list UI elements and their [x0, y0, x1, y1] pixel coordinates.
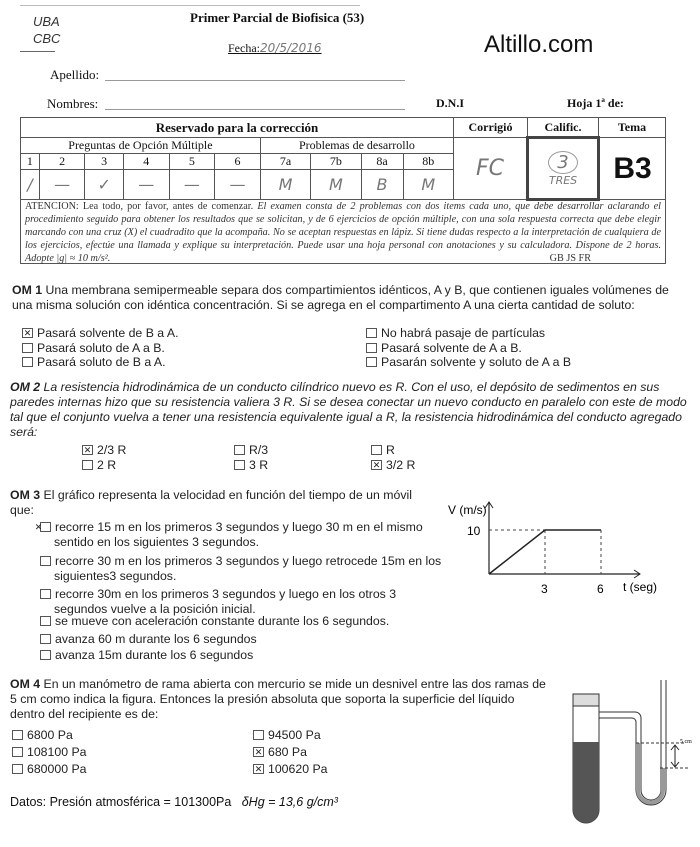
checkbox[interactable] [40, 634, 51, 644]
option-text: 680 Pa [268, 745, 307, 759]
tema-value: B3 [599, 138, 666, 200]
om4-question [10, 677, 550, 722]
graph-ylabel: V (m/s) [448, 503, 487, 517]
option-text: 2/3 R [97, 443, 127, 457]
option-text: 6800 Pa [27, 728, 73, 742]
checkbox[interactable] [366, 357, 377, 367]
fecha-value: 20/5/2016 [260, 41, 322, 55]
option-text: recorre 30 m en los primeros 3 segundos y luego retrocede 15m en los siguientes3 segundos. [54, 554, 442, 583]
mark-8b: M [403, 170, 454, 200]
om4-option[interactable] [12, 745, 87, 759]
om1-option[interactable] [366, 326, 545, 340]
om1-option[interactable] [22, 326, 179, 340]
option-text: 3/2 R [386, 458, 416, 472]
om2-option[interactable] [82, 443, 126, 457]
graph-ytick: 10 [467, 524, 481, 538]
om2-label: OM 2 [10, 380, 41, 394]
om3-option[interactable] [40, 632, 449, 647]
checkbox[interactable] [40, 650, 51, 660]
dni-label: D.N.I [436, 96, 465, 110]
option-text: avanza 60 m durante los 6 segundos [55, 632, 257, 646]
checkbox[interactable] [12, 764, 23, 774]
om2-option[interactable] [234, 458, 268, 472]
col-header-7a: 7a [260, 154, 310, 170]
col-header-6: 6 [215, 154, 261, 170]
attention-box [20, 198, 666, 264]
attention-body: El examen consta de 2 problemas con dos items cada uno, que debe desarrollar aclarando el procedimiento seguido para obtener los resultados que se solicitan, y de 6 ejercicios de opción múltiple, con una sola respuesta correcta que debe elegir marcando con una cruz (X) el cuadradito que la acompaña. No se aceptan respuestas en lápiz. Si tiene dudas respecto a la interpretación de cualquiera de los ejercicios, efectúe una llamada y explique su interpretación. Puede usar una hoja personal con anotaciones y su calculadora. Dispone de 2 horas. Adopte |g| ≈ 10 m/s². [25, 201, 662, 264]
datos-text: Datos: Presión atmosférica = 101300Pa [10, 795, 232, 809]
mark-8a: B [361, 170, 403, 200]
col-header-3: 3 [85, 154, 124, 170]
om3-option[interactable] [40, 554, 449, 584]
option-text: 2 R [97, 458, 117, 472]
om2-text: La resistencia hidrodinámica de un conducto cilíndrico nuevo es R. Con el uso, el depósito de sedimentos en sus paredes internas hizo que su resistencia valiera 3 R. Si se desea conectar un nuevo conducto en paralelo con este de modo tal que el conjunto vuelva a tener una resistencia equivalente igual a R, la resistencia hidrodinámica del conducto agregado será: [10, 380, 687, 439]
om3-label: OM 3 [10, 488, 41, 502]
option-text: 3 R [249, 458, 269, 472]
calific-box [528, 138, 599, 200]
om1-text: Una membrana semipermeable separa dos compartimientos idénticos, A y B, que contienen iguales volúmenes de una misma solución con idéntica concentración. Si se agrega en el compartimento A una cierta cantidad de soluto: [12, 283, 669, 312]
om4-option[interactable] [253, 745, 307, 759]
col-header-2: 2 [39, 154, 85, 170]
option-text: Pasará soluto de A a B. [37, 341, 165, 355]
density-text: δHg = 13,6 g/cm³ [241, 795, 338, 809]
checkbox[interactable] [40, 522, 51, 532]
attention-codes: GB JS FR [549, 253, 591, 264]
checkbox[interactable] [12, 730, 23, 740]
corrigio-mark: FC [454, 138, 528, 200]
corrigio-header: Corrigió [454, 118, 528, 138]
om3-option[interactable] [40, 520, 449, 550]
om1-option[interactable] [366, 355, 571, 369]
graph-xtick-3: 3 [541, 582, 548, 596]
option-text: recorre 30m en los primeros 3 segundos y luego en los otros 3 segundos vuelve a la posición inicial. [54, 587, 397, 616]
col-header-8a: 8a [361, 154, 403, 170]
option-text: 680000 Pa [27, 762, 87, 776]
checkbox[interactable] [40, 616, 51, 626]
option-text: Pasará soluto de B a A. [37, 355, 166, 369]
mark-7a: M [260, 170, 310, 200]
om4-option[interactable] [253, 762, 328, 776]
om4-option[interactable] [12, 728, 73, 742]
checkbox[interactable] [40, 589, 51, 599]
checkbox[interactable] [366, 328, 377, 338]
mark-4: — [124, 170, 170, 200]
om1-question [12, 283, 682, 313]
om1-option[interactable] [22, 341, 165, 355]
checkbox[interactable] [22, 357, 33, 367]
checkbox[interactable] [234, 445, 245, 455]
option-text: Pasará solvente de B a A. [37, 326, 179, 340]
checkbox[interactable] [82, 445, 93, 455]
graph-xtick-6: 6 [597, 582, 604, 596]
om-header: Preguntas de Opción Múltiple [21, 138, 261, 154]
col-header-7b: 7b [311, 154, 361, 170]
apellido-label: Apellido: [50, 67, 100, 82]
option-text: avanza 15m durante los 6 segundos [55, 648, 254, 662]
om4-text: En un manómetro de rama abierta con mercurio se mide un desnivel entre las dos ramas de 5 cm como indica la figura. Entonces la presión absoluta que soporta la superficie del líquido dentro del recipiente es de: [10, 677, 546, 721]
mercury-in-tube [573, 742, 599, 823]
mark-3: ✓ [85, 170, 124, 200]
checkbox[interactable] [371, 445, 382, 455]
figure-label: 5 cm [680, 739, 692, 745]
velocity-graph [440, 490, 700, 610]
om4-label: OM 4 [10, 677, 41, 691]
mark-1: / [21, 170, 40, 200]
om3-option[interactable] [40, 614, 449, 629]
col-header-5: 5 [169, 154, 215, 170]
option-text: R/3 [249, 443, 269, 457]
cbc-label: CBC [33, 31, 61, 46]
om4-option[interactable] [12, 762, 87, 776]
calific-header: Calific. [528, 118, 599, 138]
om3-text: El gráfico representa la velocidad en función del tiempo de un móvil que: [10, 488, 412, 517]
mark-7b: M [311, 170, 361, 200]
correction-table [20, 117, 666, 201]
om1-label: OM 1 [12, 283, 43, 297]
checkbox[interactable] [253, 730, 264, 740]
checkbox[interactable] [366, 343, 377, 353]
option-text: se mueve con aceleración constante durante los 6 segundos. [55, 614, 390, 628]
om2-option[interactable] [234, 443, 268, 457]
exam-title: Primer Parcial de Biofisica (53) [190, 10, 365, 25]
calific-word: TRES [548, 173, 578, 187]
mark-5: — [169, 170, 215, 200]
option-text: Pasará solvente de A a B. [381, 341, 522, 355]
calific-mark: 3 [548, 151, 578, 174]
checkbox[interactable] [371, 460, 382, 470]
uba-label: UBA [33, 14, 60, 29]
hoja-label: Hoja 1ª de: [567, 96, 624, 110]
option-text: 100620 Pa [268, 762, 328, 776]
tema-header: Tema [599, 118, 666, 138]
om1-option[interactable] [366, 341, 522, 355]
om2-option[interactable] [82, 458, 116, 472]
om1-option[interactable] [22, 355, 166, 369]
datos-line [10, 795, 338, 809]
om2-option[interactable] [371, 443, 395, 457]
attention-lead: ATENCION: Lea todo, por favor, antes de comenzar. [25, 201, 254, 212]
om2-question [10, 380, 690, 440]
checkbox[interactable] [22, 343, 33, 353]
col-header-4: 4 [124, 154, 170, 170]
om3-option[interactable] [40, 587, 449, 617]
checkbox[interactable] [40, 556, 51, 566]
col-header-1: 1 [21, 154, 40, 170]
reserved-header: Reservado para la corrección [21, 118, 454, 138]
mark-6: — [215, 170, 261, 200]
watermark: Altillo.com [484, 31, 594, 58]
om3-option[interactable] [40, 648, 449, 663]
col-header-8b: 8b [403, 154, 454, 170]
om2-option[interactable] [371, 458, 415, 472]
manometer-figure [560, 670, 700, 847]
checkbox[interactable] [82, 460, 93, 470]
om4-option[interactable] [253, 728, 321, 742]
option-text: recorre 15 m en los primeros 3 segundos y luego 30 m en el mismo sentido en los siguientes 3 segundos. [54, 520, 423, 549]
fecha [228, 41, 322, 56]
graph-xlabel: t (seg) [623, 580, 658, 594]
mark-2: — [39, 170, 85, 200]
checkbox[interactable] [22, 328, 33, 338]
option-text: 108100 Pa [27, 745, 87, 759]
checkbox[interactable] [12, 747, 23, 757]
fecha-label: Fecha: [228, 41, 260, 55]
checkbox[interactable] [253, 764, 264, 774]
prob-header: Problemas de desarrollo [260, 138, 453, 154]
option-text: R [386, 443, 395, 457]
checkbox[interactable] [234, 460, 245, 470]
nombres-label: Nombres: [47, 96, 99, 111]
option-text: Pasarán solvente y soluto de A a B [381, 355, 572, 369]
option-text: No habrá pasaje de partículas [381, 326, 546, 340]
om3-question [10, 488, 435, 518]
option-text: 94500 Pa [268, 728, 321, 742]
checkbox[interactable] [253, 747, 264, 757]
